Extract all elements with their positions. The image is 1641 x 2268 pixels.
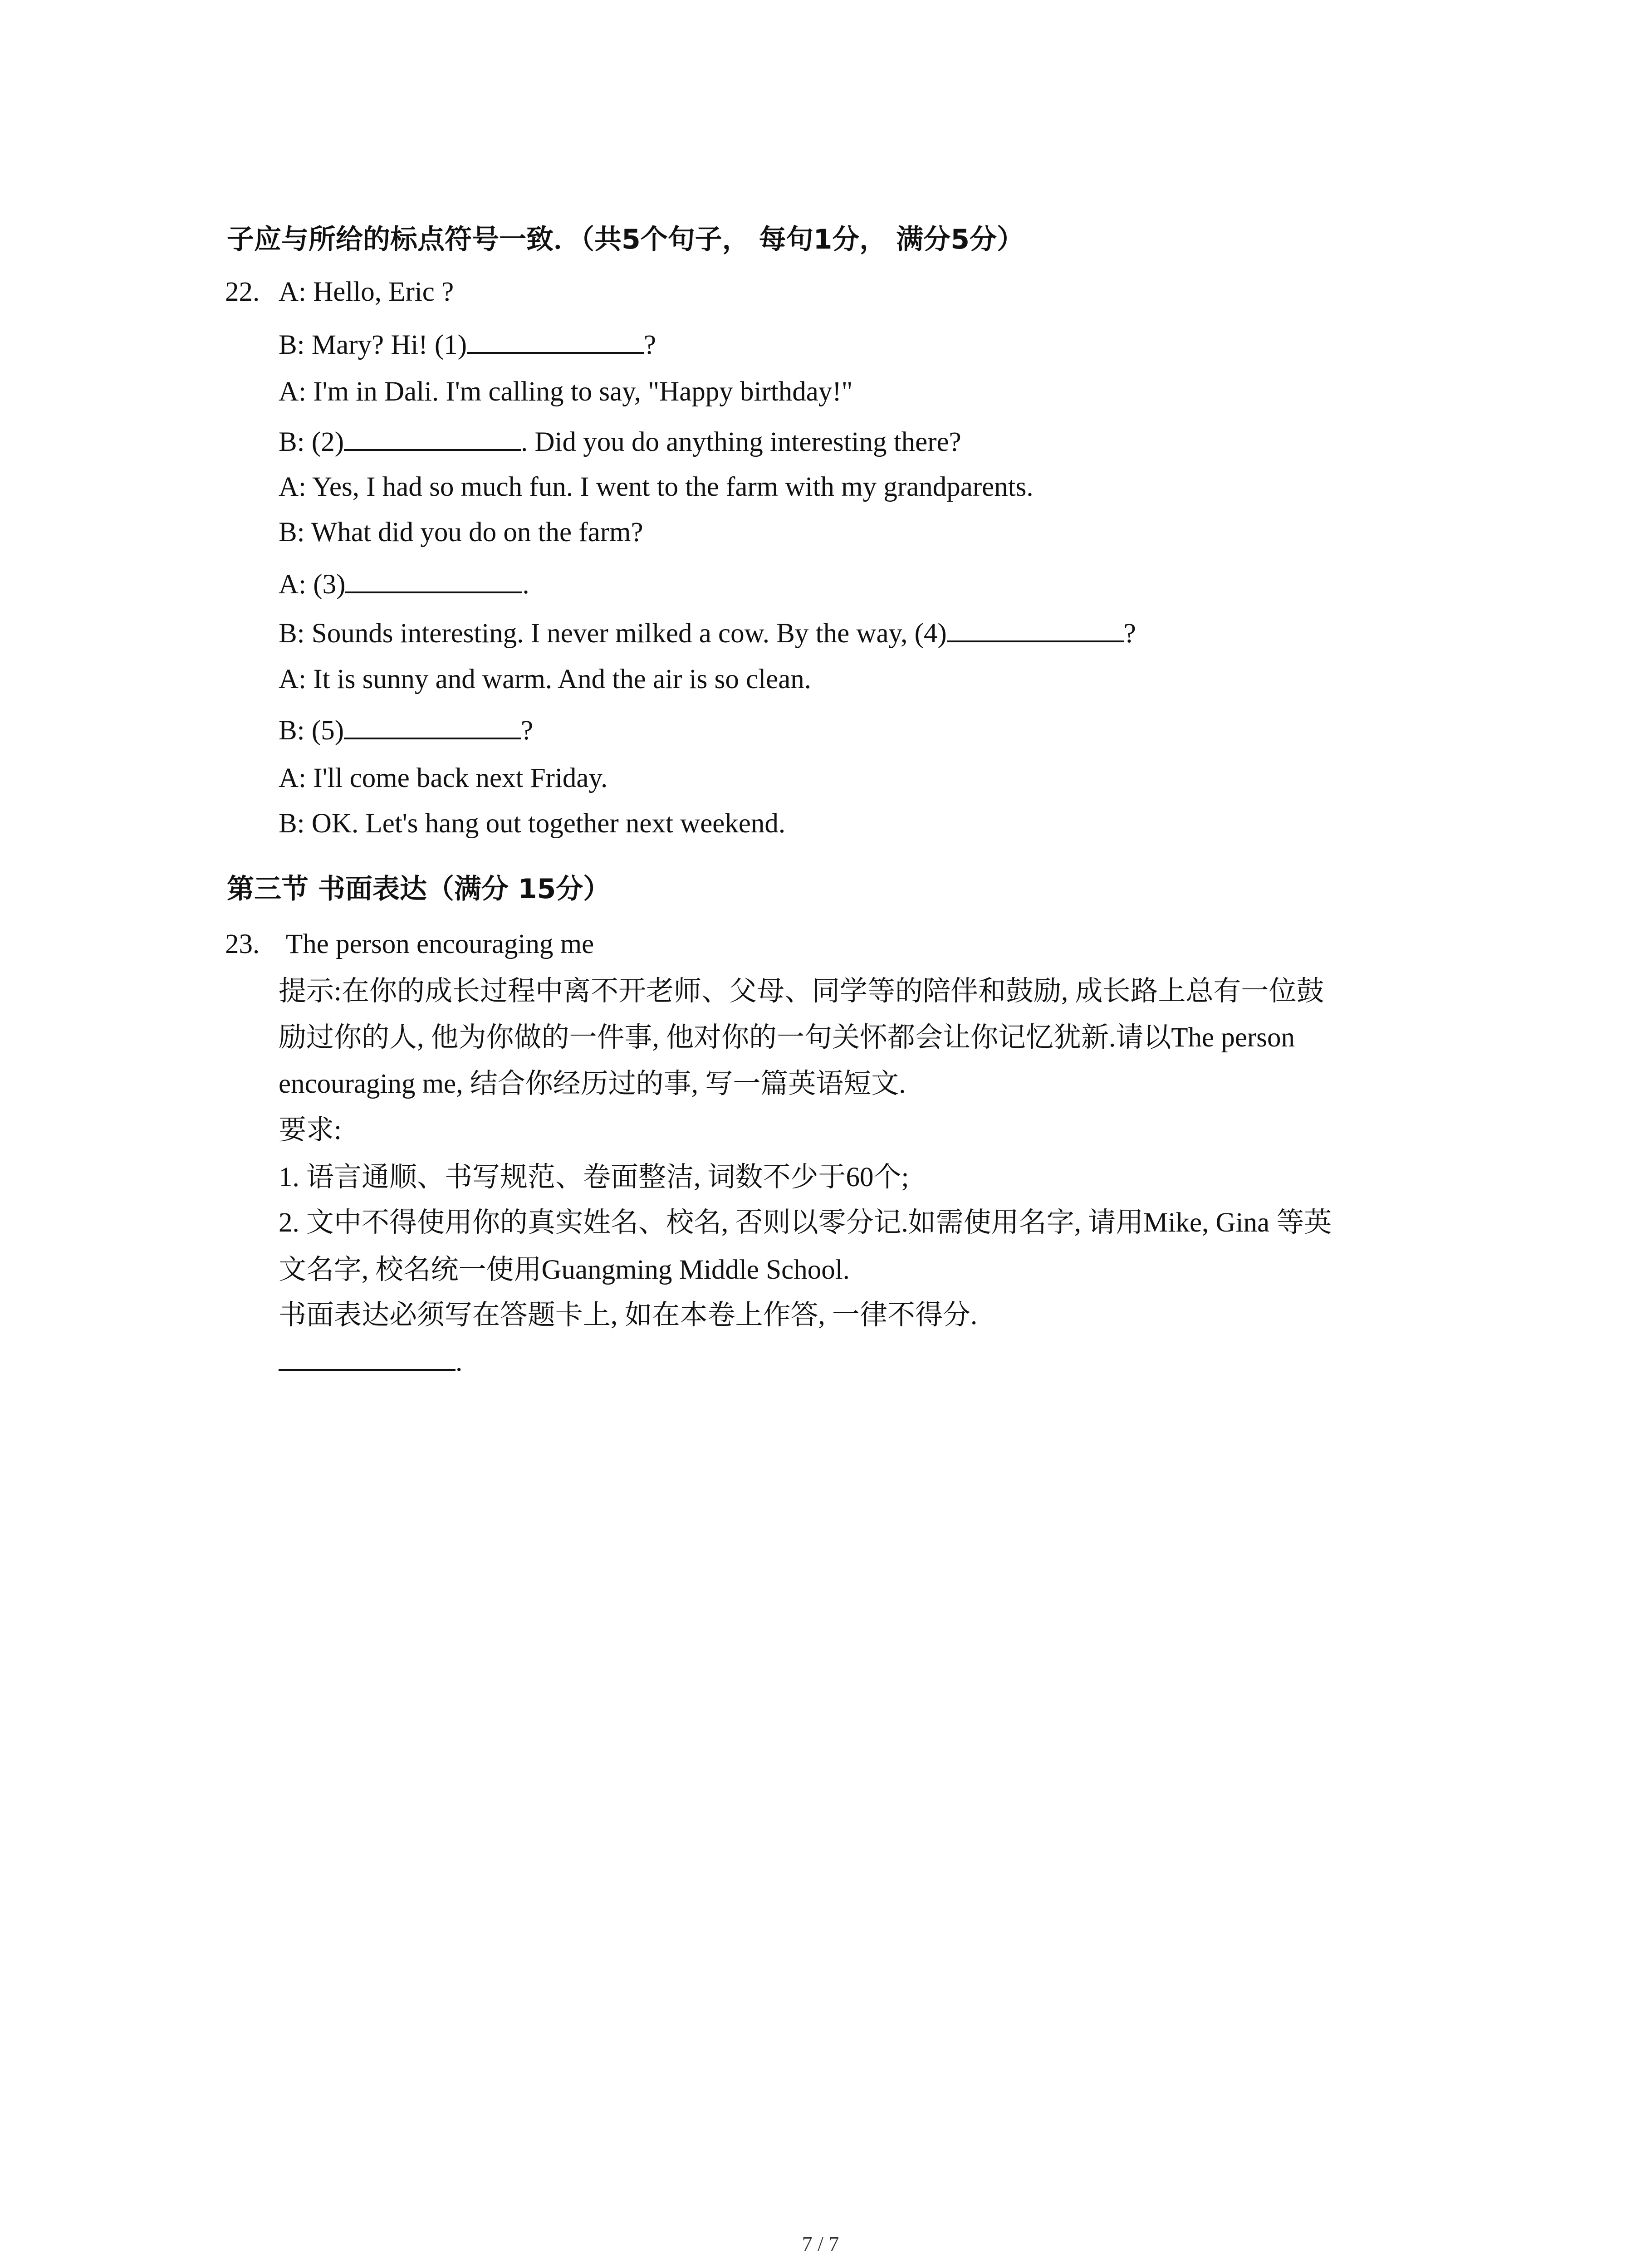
page-number: 7 / 7 (802, 2232, 839, 2255)
q23-prompt-line-1: 提示:在你的成长过程中离不开老师、父母、同学等的陪伴和鼓励, 成长路上总有一位鼓 (279, 976, 1324, 1007)
q23-title-line: 23. The person encouraging me (225, 926, 594, 963)
q23-note: 书面表达必须写在答题卡上, 如在本卷上作答, 一律不得分. (279, 1300, 978, 1330)
q22-line-3: A: I'm in Dali. I'm calling to say, "Happy birthday!" (279, 376, 853, 407)
q22-line-6: B: What did you do on the farm? (279, 517, 643, 547)
q22-line-11: A: I'll come back next Friday. (279, 763, 608, 793)
q22-line-5: A: Yes, I had so much fun. I went to the farm with my grandparents. (279, 472, 1034, 502)
answer-blank-essay[interactable] (279, 1343, 456, 1371)
answer-blank-5[interactable] (344, 711, 521, 739)
q23-requirement-2: 2. 文中不得使用你的真实姓名、校名, 否则以零分记.如需使用名字, 请用Mike, Gina 等英 (279, 1207, 1332, 1238)
q23-prompt-line-3: encouraging me, 结合你经历过的事, 写一篇英语短文. (279, 1069, 906, 1099)
section-3-heading: 第三节 书面表达（满分 15分） (227, 873, 611, 905)
q23-requirement-2-cont: 文名字, 校名统一使用Guangming Middle School. (279, 1255, 850, 1285)
answer-blank-3[interactable] (345, 565, 522, 593)
question-number: 23. (225, 929, 260, 959)
q22-line-9: A: It is sunny and warm. And the air is so clean. (279, 664, 812, 694)
answer-blank-1[interactable] (467, 326, 644, 354)
question-number: 22. (225, 277, 260, 307)
q23-requirements-label: 要求: (279, 1115, 342, 1145)
q22-line-7: A: (3) . (279, 565, 529, 603)
answer-blank-2[interactable] (344, 423, 521, 451)
answer-blank-4[interactable] (947, 614, 1124, 642)
section-instruction-heading: 子应与所给的标点符号一致．（共5个句子， 每句1分， 满分5分） (227, 224, 1024, 255)
q23-prompt-line-2: 励过你的人, 他为你做的一件事, 他对你的一句关怀都会让你记忆犹新.请以The person (279, 1022, 1295, 1053)
q23-requirement-1: 1. 语言通顺、书写规范、卷面整洁, 词数不少于60个; (279, 1162, 909, 1193)
q22-line-8: B: Sounds interesting. I never milked a cow. By the way, (4) ? (279, 614, 1136, 652)
q22-line-1: 22. A: Hello, Eric ? (225, 274, 454, 310)
q23-answer-line: . (279, 1343, 462, 1380)
q22-line-10: B: (5) ? (279, 711, 533, 749)
q22-line-2: B: Mary? Hi! (1) ? (279, 326, 656, 363)
q22-line-4: B: (2) . Did you do anything interesting there? (279, 423, 961, 460)
q22-line-12: B: OK. Let's hang out together next weekend. (279, 808, 786, 839)
